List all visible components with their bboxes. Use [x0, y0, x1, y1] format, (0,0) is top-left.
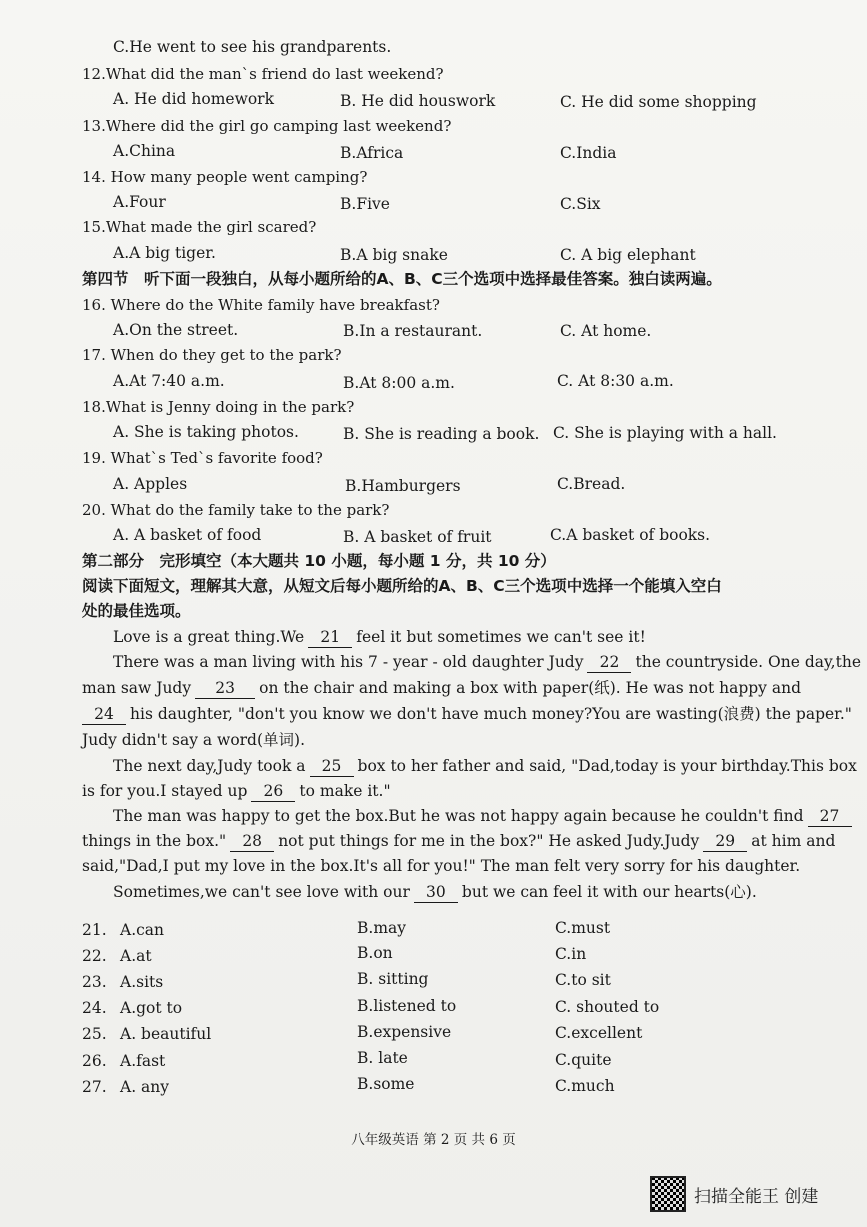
cloze-p4-line2: [82, 832, 835, 852]
option-row-number: 25.: [82, 1025, 107, 1043]
option-row-number: 21.: [82, 921, 107, 939]
cloze-p1: [113, 628, 646, 648]
q19-option-a: A. Apples: [113, 475, 188, 493]
q17-option-c: C. At 8:30 a.m.: [557, 372, 674, 390]
scanner-brand: [650, 1176, 818, 1212]
blank-26: 26: [251, 782, 295, 802]
text: The man was happy to get the box.But he was not happy again because he couldn't find: [113, 807, 804, 825]
q16-stem: 16. Where do the White family have breakfast?: [82, 296, 440, 314]
cloze-p3-line2: [82, 782, 391, 802]
q13-option-a: A.China: [113, 142, 176, 160]
q18-option-a: A. She is taking photos.: [113, 423, 299, 441]
q19-option-c: C.Bread.: [557, 475, 626, 493]
cloze-p4-line1: [113, 807, 856, 827]
option-row-number: 26.: [82, 1052, 107, 1070]
text: There was a man living with his 7 - year - old daughter Judy: [113, 653, 584, 671]
option-c: C.much: [555, 1077, 615, 1095]
cloze-p5: [113, 883, 757, 903]
option-b: B.listened to: [357, 997, 457, 1015]
text: on the chair and making a box with paper(纸). He was not happy and: [259, 679, 802, 697]
q15-stem: 15.What made the girl scared?: [82, 218, 317, 236]
q20-option-c: C.A basket of books.: [550, 526, 711, 544]
blank-23: 23: [195, 679, 255, 699]
q12-option-c: C. He did some shopping: [560, 93, 757, 111]
option-row-number: 22.: [82, 947, 107, 965]
q12-option-a: A. He did homework: [113, 90, 274, 108]
text: but we can feel it with our hearts(心).: [461, 883, 757, 901]
text: is for you.I stayed up: [82, 782, 248, 800]
cloze-p2-line4: Judy didn't say a word(单词).: [82, 731, 306, 749]
cloze-instruction-2: 处的最佳选项。: [82, 602, 191, 620]
blank-30: 30: [414, 883, 458, 903]
cloze-part-title: 第二部分 完形填空（本大题共 10 小题，每小题 1 分，共 10 分）: [82, 552, 556, 570]
option-b: B.some: [357, 1075, 415, 1093]
text: feel it but sometimes we can't see it!: [356, 628, 646, 646]
text: his daughter, "don't you know we don't have much money?You are wasting(浪费) the paper.": [130, 705, 852, 723]
q14-option-a: A.Four: [113, 193, 166, 211]
q15-option-a: A.A big tiger.: [113, 244, 216, 262]
q14-option-c: C.Six: [560, 195, 601, 213]
option-c: C.excellent: [555, 1024, 643, 1042]
option-row-number: 23.: [82, 973, 107, 991]
blank-21: 21: [308, 628, 352, 648]
q12-stem: 12.What did the man`s friend do last weekend?: [82, 65, 444, 83]
q11-option-c: C.He went to see his grandparents.: [113, 38, 392, 56]
text: man saw Judy: [82, 679, 192, 697]
text: Love is a great thing.We: [113, 628, 305, 646]
q13-option-c: C.India: [560, 144, 617, 162]
q16-option-b: B.In a restaurant.: [343, 322, 483, 340]
option-a: A.at: [120, 947, 152, 965]
text: at him and: [751, 832, 836, 850]
page-footer: 八年级英语 第 2 页 共 6 页: [351, 1132, 516, 1148]
q19-option-b: B.Hamburgers: [345, 477, 461, 495]
q18-option-c: C. She is playing with a hall.: [553, 424, 777, 442]
cloze-instruction-1: 阅读下面短文，理解其大意，从短文后每小题所给的A、B、C三个选项中选择一个能填入空白: [82, 577, 722, 595]
option-a: A. beautiful: [120, 1025, 212, 1043]
q19-stem: 19. What`s Ted`s favorite food?: [82, 449, 323, 467]
option-b: B. late: [357, 1049, 408, 1067]
q16-option-c: C. At home.: [560, 322, 652, 340]
blank-28: 28: [230, 832, 274, 852]
blank-25: 25: [310, 757, 354, 777]
option-c: C.in: [555, 945, 587, 963]
q15-option-b: B.A big snake: [340, 246, 448, 264]
option-a: A.got to: [120, 999, 183, 1017]
option-row-number: 27.: [82, 1078, 107, 1096]
text: box to her father and said, "Dad,today is your birthday.This box: [357, 757, 857, 775]
q13-stem: 13.Where did the girl go camping last weekend?: [82, 117, 452, 135]
option-b: B.may: [357, 919, 407, 937]
option-b: B.expensive: [357, 1023, 452, 1041]
q20-option-a: A. A basket of food: [113, 526, 262, 544]
q18-option-b: B. She is reading a book.: [343, 425, 540, 443]
blank-29: 29: [703, 832, 747, 852]
blank-24: 24: [82, 705, 126, 725]
cloze-p3-line1: [113, 757, 857, 777]
option-a: A.can: [120, 921, 165, 939]
cloze-p2-line1: [113, 653, 861, 673]
cloze-p2-line3: [82, 705, 852, 725]
option-b: B. sitting: [357, 970, 429, 988]
q17-option-b: B.At 8:00 a.m.: [343, 374, 455, 392]
blank-22: 22: [587, 653, 631, 673]
option-c: C. shouted to: [555, 998, 660, 1016]
q18-stem: 18.What is Jenny doing in the park?: [82, 398, 355, 416]
q14-option-b: B.Five: [340, 195, 390, 213]
option-row-number: 24.: [82, 999, 107, 1017]
q20-stem: 20. What do the family take to the park?: [82, 501, 390, 519]
text: to make it.": [299, 782, 391, 800]
cloze-p4-line3: said,"Dad,I put my love in the box.It's all for you!" The man felt very sorry for his daughter.: [82, 857, 801, 875]
text: The next day,Judy took a: [113, 757, 306, 775]
section4-title: 第四节 听下面一段独白，从每小题所给的A、B、C三个选项中选择最佳答案。独白读两遍。: [82, 270, 722, 288]
q13-option-b: B.Africa: [340, 144, 404, 162]
qr-code-icon: [650, 1176, 686, 1212]
option-c: C.to sit: [555, 971, 611, 989]
q17-stem: 17. When do they get to the park?: [82, 346, 342, 364]
q16-option-a: A.On the street.: [113, 321, 239, 339]
text: not put things for me in the box?" He asked Judy.Judy: [278, 832, 700, 850]
q20-option-b: B. A basket of fruit: [343, 528, 492, 546]
q15-option-c: C. A big elephant: [560, 246, 696, 264]
q12-option-b: B. He did houswork: [340, 92, 496, 110]
blank-27: 27: [808, 807, 852, 827]
text: Sometimes,we can't see love with our: [113, 883, 410, 901]
brand-text: 扫描全能王 创建: [694, 1186, 819, 1207]
option-a: A.sits: [120, 973, 164, 991]
text: the countryside. One day,the: [635, 653, 861, 671]
option-c: C.quite: [555, 1051, 612, 1069]
q17-option-a: A.At 7:40 a.m.: [113, 372, 225, 390]
cloze-p2-line2: [82, 679, 801, 699]
q14-stem: 14. How many people went camping?: [82, 168, 368, 186]
option-a: A.fast: [120, 1052, 166, 1070]
option-c: C.must: [555, 919, 611, 937]
option-a: A. any: [120, 1078, 170, 1096]
text: things in the box.": [82, 832, 227, 850]
option-b: B.on: [357, 944, 393, 962]
